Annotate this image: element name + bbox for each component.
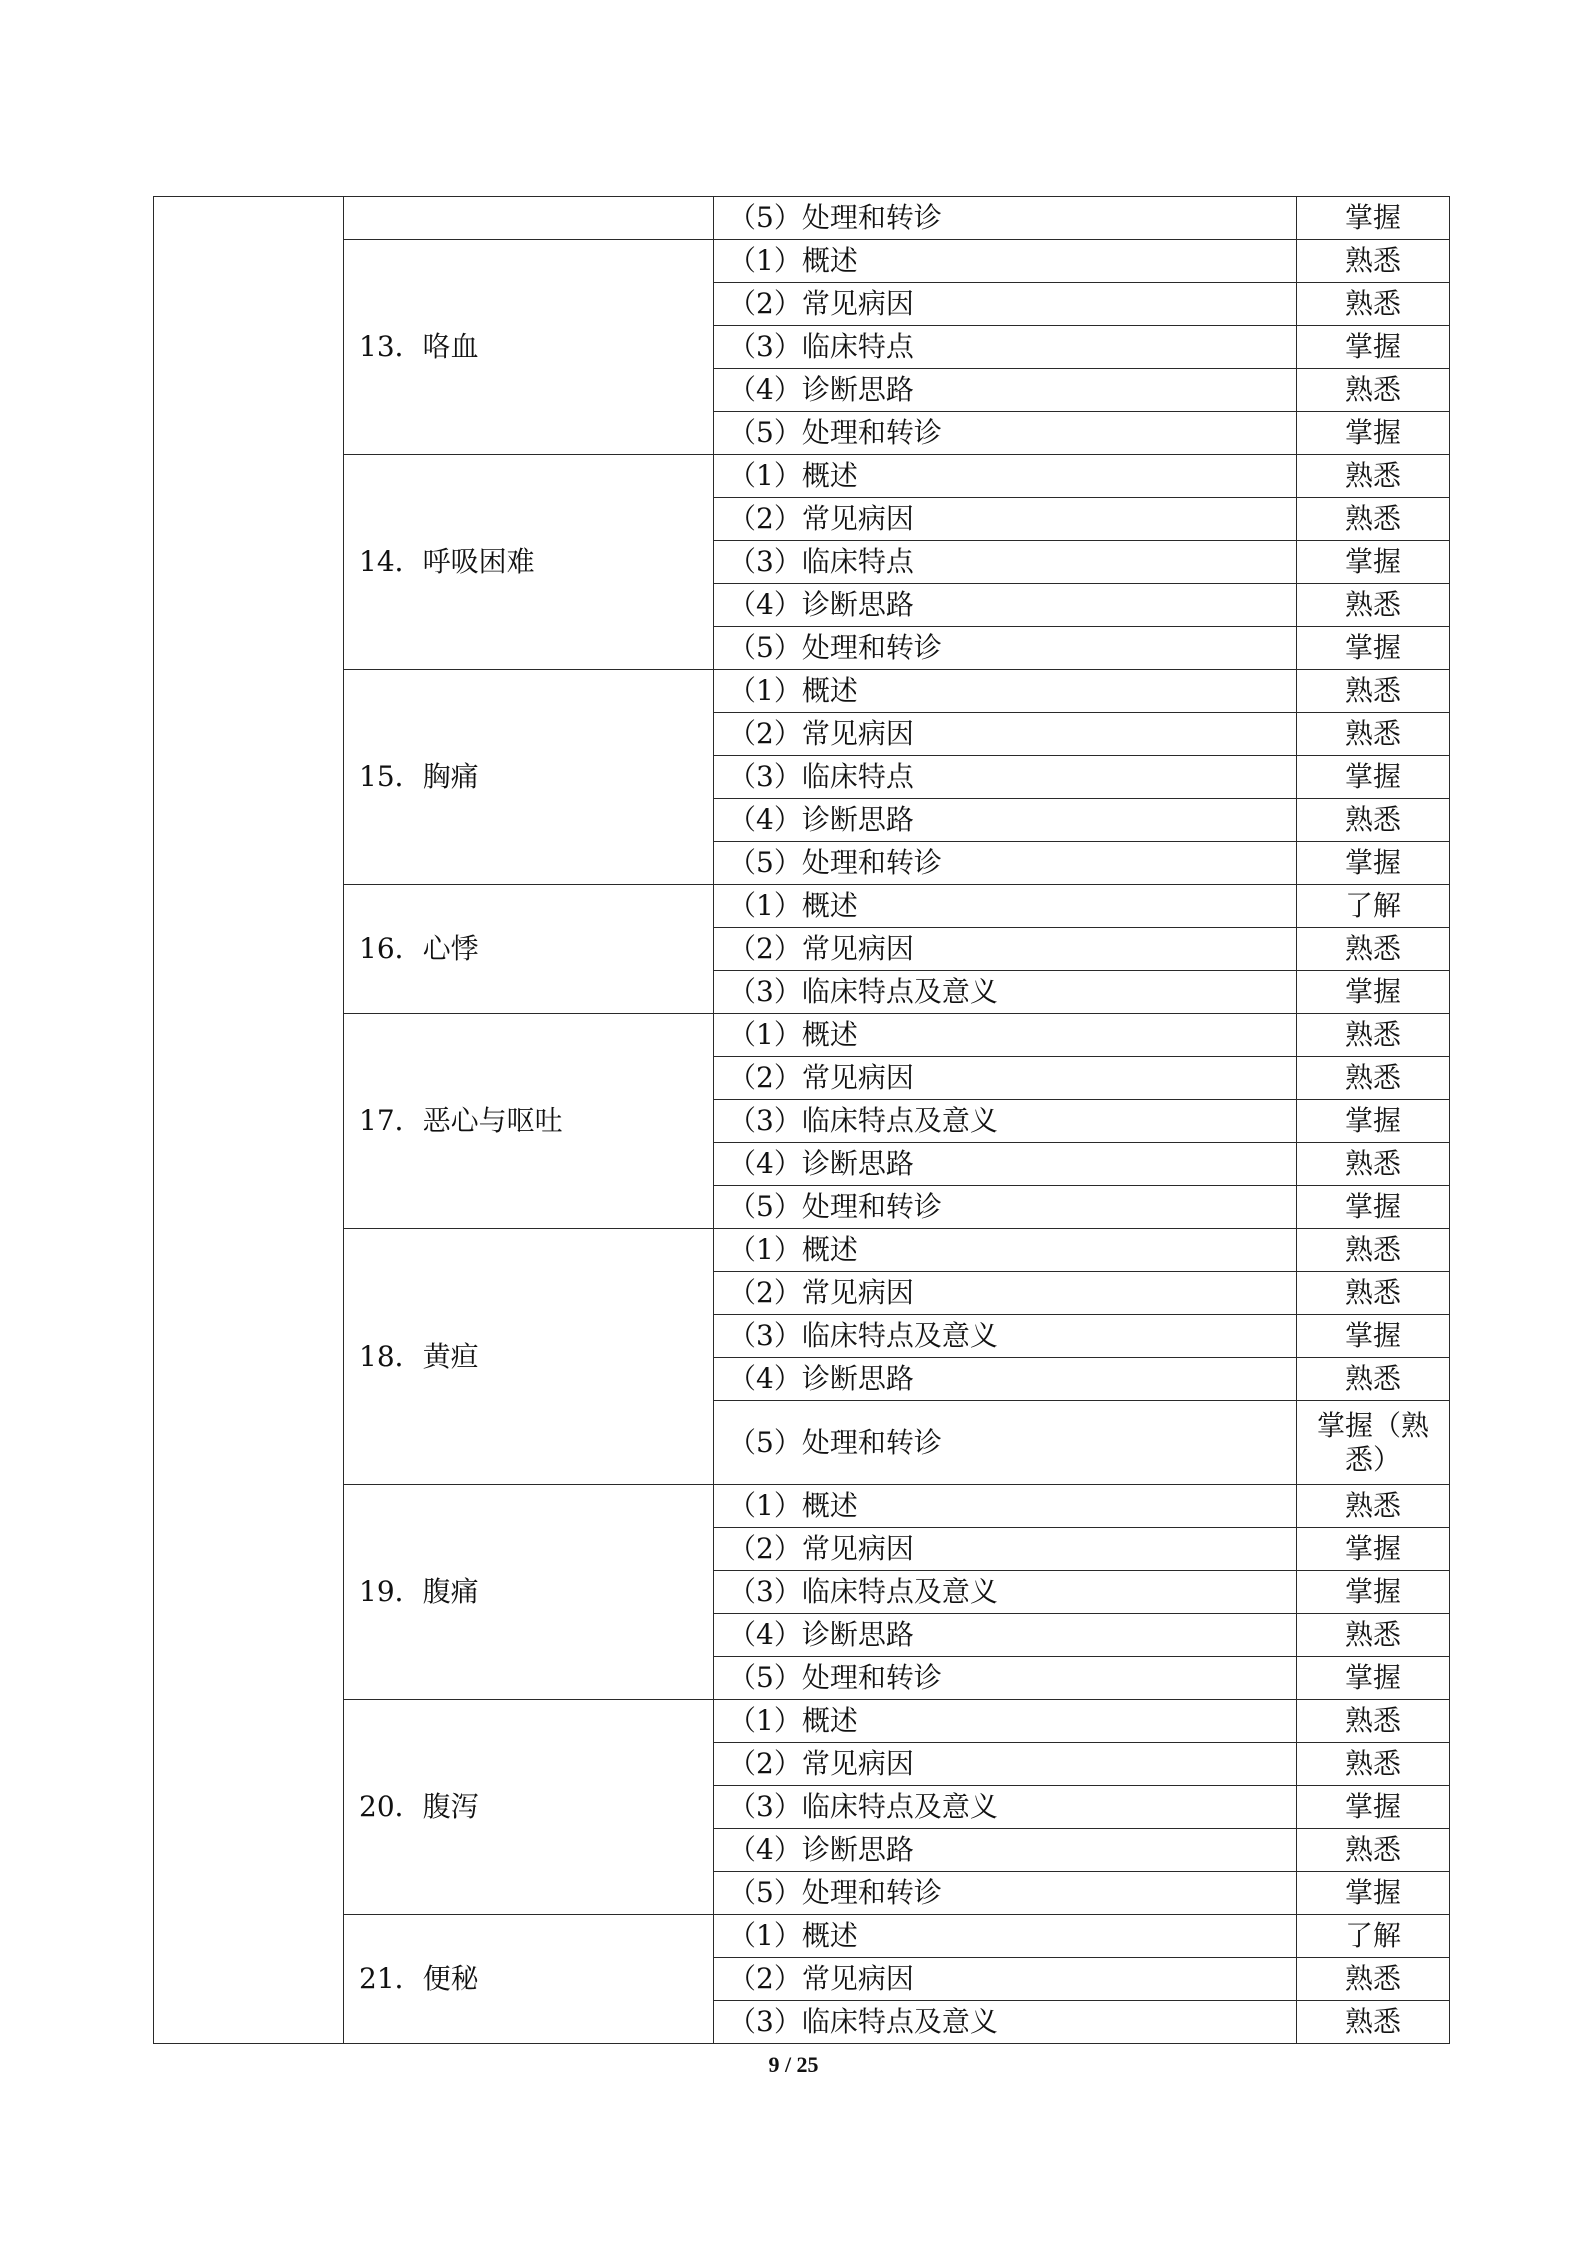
level-label: 熟悉 [1344,1618,1401,1651]
level-label: 掌握 [1344,631,1401,664]
level-label: 掌握 [1344,1790,1401,1823]
topic-cell: 20．腹泻 [344,1700,714,1915]
level-cell [1297,1315,1450,1358]
level-cell [1297,1528,1450,1571]
level-label: 熟悉 [1344,717,1401,750]
level-cell [1297,369,1450,412]
level-cell [1297,455,1450,498]
level-cell [1297,1057,1450,1100]
level-cell [1297,240,1450,283]
level-label: 了解 [1344,889,1401,922]
item-cell: （1）概述 [714,1485,1297,1528]
level-label: 掌握 [1344,1190,1401,1223]
item-cell: （1）概述 [714,455,1297,498]
item-cell: （4）诊断思路 [714,799,1297,842]
syllabus-table [153,196,1450,2044]
level-label: 熟悉 [1344,588,1401,621]
level-label: 熟悉 [1344,1233,1401,1266]
level-cell [1297,498,1450,541]
level-label: 熟悉 [1344,1489,1401,1522]
item-cell: （2）常见病因 [714,1272,1297,1315]
level-label: 掌握 [1344,846,1401,879]
level-cell [1297,1014,1450,1057]
item-cell: （2）常见病因 [714,498,1297,541]
item-cell: （2）常见病因 [714,283,1297,326]
level-label: 掌握 [1344,975,1401,1008]
level-cell [1297,412,1450,455]
item-cell: （1）概述 [714,240,1297,283]
syllabus-table-body [154,197,1450,2044]
level-cell [1297,627,1450,670]
level-cell [1297,1657,1450,1700]
item-cell: （5）处理和转诊 [714,412,1297,455]
item-cell: （5）处理和转诊 [714,627,1297,670]
item-cell: （5）处理和转诊 [714,1401,1297,1485]
level-cell [1297,326,1450,369]
level-label: 掌握 [1344,545,1401,578]
item-cell: （5）处理和转诊 [714,197,1297,240]
item-cell: （4）诊断思路 [714,1358,1297,1401]
level-label: 掌握 [1344,201,1401,234]
topic-cell: 15．胸痛 [344,670,714,885]
level-label: 熟悉 [1344,932,1401,965]
level-cell [1297,1143,1450,1186]
item-cell: （3）临床特点及意义 [714,1571,1297,1614]
level-label: 掌握 [1344,760,1401,793]
level-label: 熟悉 [1344,459,1401,492]
item-cell: （2）常见病因 [714,1743,1297,1786]
topic-cell: 19．腹痛 [344,1485,714,1700]
item-cell: （3）临床特点及意义 [714,1315,1297,1358]
item-cell: （3）临床特点及意义 [714,1100,1297,1143]
level-cell [1297,1872,1450,1915]
level-cell [1297,756,1450,799]
level-label: 熟悉 [1344,1061,1401,1094]
topic-cell: 21．便秘 [344,1915,714,2044]
level-label: 掌握 [1344,330,1401,363]
table-row [154,197,1450,240]
item-cell: （5）处理和转诊 [714,1657,1297,1700]
level-cell [1297,1915,1450,1958]
level-cell [1297,1100,1450,1143]
item-cell: （1）概述 [714,1014,1297,1057]
item-cell: （3）临床特点及意义 [714,2001,1297,2044]
table-row [154,455,1450,498]
level-label: 掌握 [1344,1661,1401,1694]
item-cell: （4）诊断思路 [714,1143,1297,1186]
table-row [154,1700,1450,1743]
item-cell: （2）常见病因 [714,1057,1297,1100]
topic-cell: 17．恶心与呕吐 [344,1014,714,1229]
level-label: 熟悉 [1344,803,1401,836]
item-cell: （4）诊断思路 [714,584,1297,627]
level-label: 掌握 [1344,1319,1401,1352]
level-label: 熟悉 [1344,287,1401,320]
level-label: 掌握 [1344,1575,1401,1608]
table-row [154,885,1450,928]
table-row [154,670,1450,713]
level-cell [1297,670,1450,713]
level-cell [1297,713,1450,756]
table-row [154,1014,1450,1057]
level-label: 熟悉 [1344,2005,1401,2038]
item-cell: （4）诊断思路 [714,369,1297,412]
level-label: 熟悉 [1344,244,1401,277]
item-cell: （5）处理和转诊 [714,1186,1297,1229]
level-cell [1297,1186,1450,1229]
item-cell: （1）概述 [714,1700,1297,1743]
item-cell: （1）概述 [714,670,1297,713]
item-cell: （2）常见病因 [714,713,1297,756]
table-row [154,240,1450,283]
level-cell [1297,1829,1450,1872]
item-cell: （5）处理和转诊 [714,842,1297,885]
item-cell: （1）概述 [714,885,1297,928]
level-cell [1297,1786,1450,1829]
topic-cell: 18．黄疸 [344,1229,714,1485]
item-cell: （3）临床特点 [714,756,1297,799]
level-cell [1297,2001,1450,2044]
level-label: 熟悉 [1344,674,1401,707]
level-cell [1297,1229,1450,1272]
level-cell [1297,1571,1450,1614]
level-label: 熟悉 [1344,1018,1401,1051]
level-cell [1297,197,1450,240]
level-label: 熟悉 [1344,1833,1401,1866]
level-cell [1297,283,1450,326]
level-cell [1297,799,1450,842]
level-label: 熟悉 [1344,1276,1401,1309]
level-cell [1297,1700,1450,1743]
item-cell: （2）常见病因 [714,928,1297,971]
item-cell: （2）常见病因 [714,1958,1297,2001]
page-number: 9 / 25 [768,2052,819,2077]
item-cell: （5）处理和转诊 [714,1872,1297,1915]
level-label: 熟悉 [1344,1747,1401,1780]
table-row [154,1915,1450,1958]
item-cell: （3）临床特点 [714,541,1297,584]
level-cell [1297,971,1450,1014]
level-label: 掌握 [1344,416,1401,449]
topic-cell: 14．呼吸困难 [344,455,714,670]
level-label: 掌握（熟悉） [1316,1408,1429,1476]
level-label: 熟悉 [1344,1704,1401,1737]
level-label: 掌握 [1344,1532,1401,1565]
table-row [154,1485,1450,1528]
level-cell [1297,885,1450,928]
item-cell: （3）临床特点及意义 [714,971,1297,1014]
level-cell [1297,1614,1450,1657]
level-cell [1297,584,1450,627]
item-cell: （1）概述 [714,1915,1297,1958]
item-cell: （4）诊断思路 [714,1614,1297,1657]
level-cell [1297,1958,1450,2001]
table-row [154,1229,1450,1272]
level-label: 熟悉 [1344,1962,1401,1995]
item-cell: （1）概述 [714,1229,1297,1272]
level-cell [1297,1401,1450,1485]
topic-cell: 13．咯血 [344,240,714,455]
topic-cell: 16．心悸 [344,885,714,1014]
level-label: 熟悉 [1344,1362,1401,1395]
level-cell [1297,541,1450,584]
level-cell [1297,928,1450,971]
module-cell [154,197,344,2044]
level-label: 熟悉 [1344,373,1401,406]
topic-cell [344,197,714,240]
level-label: 了解 [1344,1919,1401,1952]
level-cell [1297,1485,1450,1528]
level-label: 掌握 [1344,1876,1401,1909]
item-cell: （3）临床特点 [714,326,1297,369]
item-cell: （2）常见病因 [714,1528,1297,1571]
item-cell: （4）诊断思路 [714,1829,1297,1872]
item-cell: （3）临床特点及意义 [714,1786,1297,1829]
level-cell [1297,842,1450,885]
level-label: 熟悉 [1344,502,1401,535]
level-cell [1297,1358,1450,1401]
level-label: 熟悉 [1344,1147,1401,1180]
level-cell [1297,1272,1450,1315]
level-cell [1297,1743,1450,1786]
level-label: 掌握 [1344,1104,1401,1137]
